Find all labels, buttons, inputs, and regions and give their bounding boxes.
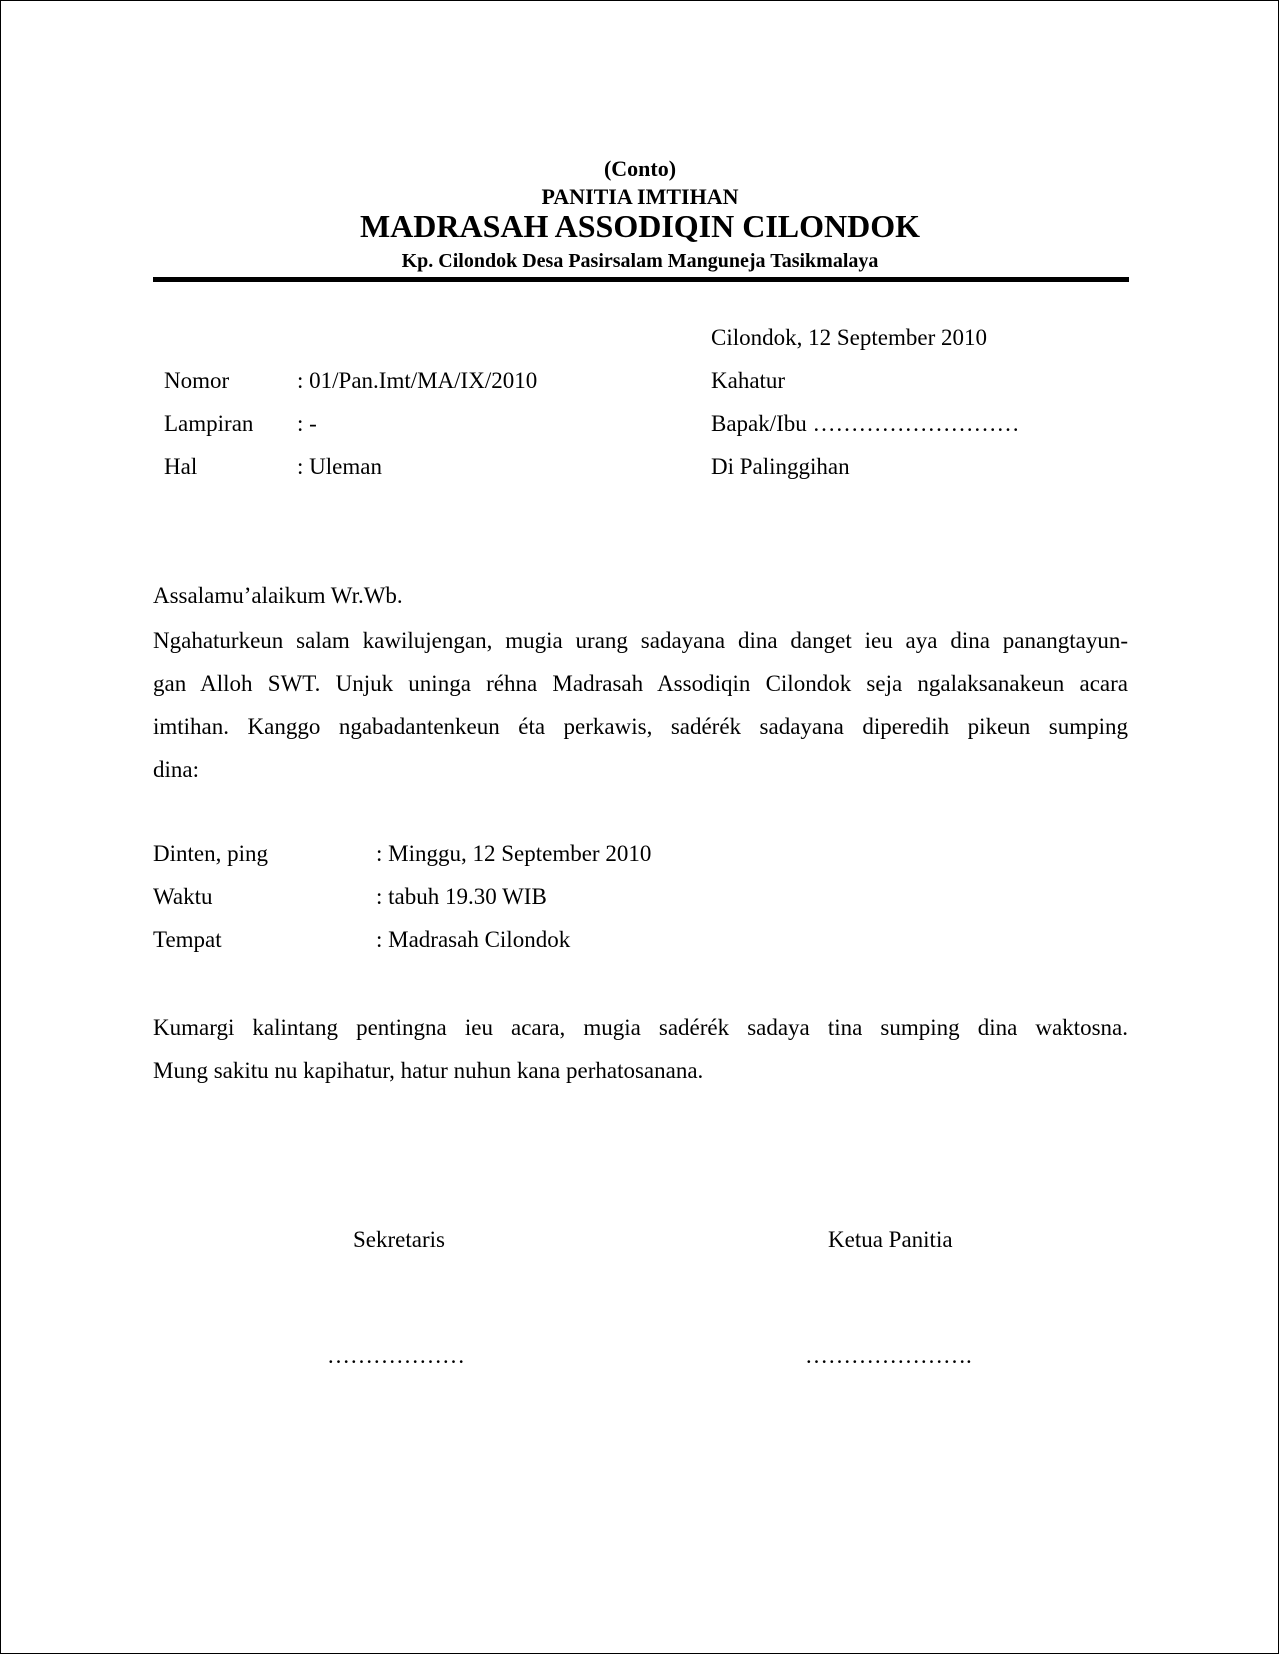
event-label-place: Tempat (153, 927, 222, 952)
meta-value-nomor: : 01/Pan.Imt/MA/IX/2010 (297, 368, 538, 393)
meta-label-nomor: Nomor (164, 368, 230, 393)
recipient-line-2: Bapak/Ibu ……………………… (711, 411, 1020, 436)
closing-paragraph (153, 1006, 1128, 1092)
intro-line: imtihan. Kanggo ngabadantenkeun éta perkawis, sadérék sadayana diperedih pikeun sumping (153, 714, 1128, 739)
meta-value-lampiran: : - (297, 411, 317, 436)
intro-line: Ngahaturkeun salam kawilujengan, mugia urang sadayana dina danget ieu aya dina panangtayun- (153, 628, 1128, 653)
event-label-date: Dinten, ping (153, 841, 268, 866)
school-address: Kp. Cilondok Desa Pasirsalam Manguneja Tasikmalaya (401, 250, 879, 272)
signature-right-title: Ketua Panitia (828, 1227, 953, 1252)
sample-label: (Conto) (603, 156, 677, 181)
header-divider (153, 277, 1129, 282)
intro-paragraph (153, 619, 1128, 791)
meta-label-hal: Hal (164, 454, 198, 479)
event-value-date: : Minggu, 12 September 2010 (376, 841, 652, 866)
signature-left-line: ……………… (327, 1343, 465, 1368)
closing-line: Kumargi kalintang pentingna ieu acara, mugia sadérék sadaya tina sumping dina waktosna. (153, 1015, 1128, 1040)
greeting: Assalamu’alaikum Wr.Wb. (153, 583, 403, 608)
school-name: MADRASAH ASSODIQIN CILONDOK (359, 208, 921, 244)
intro-line: dina: (153, 757, 199, 782)
recipient-line-3: Di Palinggihan (711, 454, 850, 479)
event-value-time: : tabuh 19.30 WIB (376, 884, 547, 909)
event-value-place: : Madrasah Cilondok (376, 927, 571, 952)
intro-line: gan Alloh SWT. Unjuk uninga réhna Madrasah Assodiqin Cilondok seja ngalaksanakeun acara (153, 671, 1128, 696)
meta-value-hal: : Uleman (297, 454, 382, 479)
signature-left-title: Sekretaris (353, 1227, 445, 1252)
closing-line: Mung sakitu nu kapihatur, hatur nuhun kana perhatosanana. (153, 1058, 704, 1083)
recipient-line-1: Kahatur (711, 368, 786, 393)
committee-name: PANITIA IMTIHAN (541, 184, 739, 209)
signature-right-line: …………………. (805, 1343, 972, 1368)
meta-label-lampiran: Lampiran (164, 411, 254, 436)
place-date: Cilondok, 12 September 2010 (711, 325, 987, 350)
event-label-time: Waktu (153, 884, 213, 909)
